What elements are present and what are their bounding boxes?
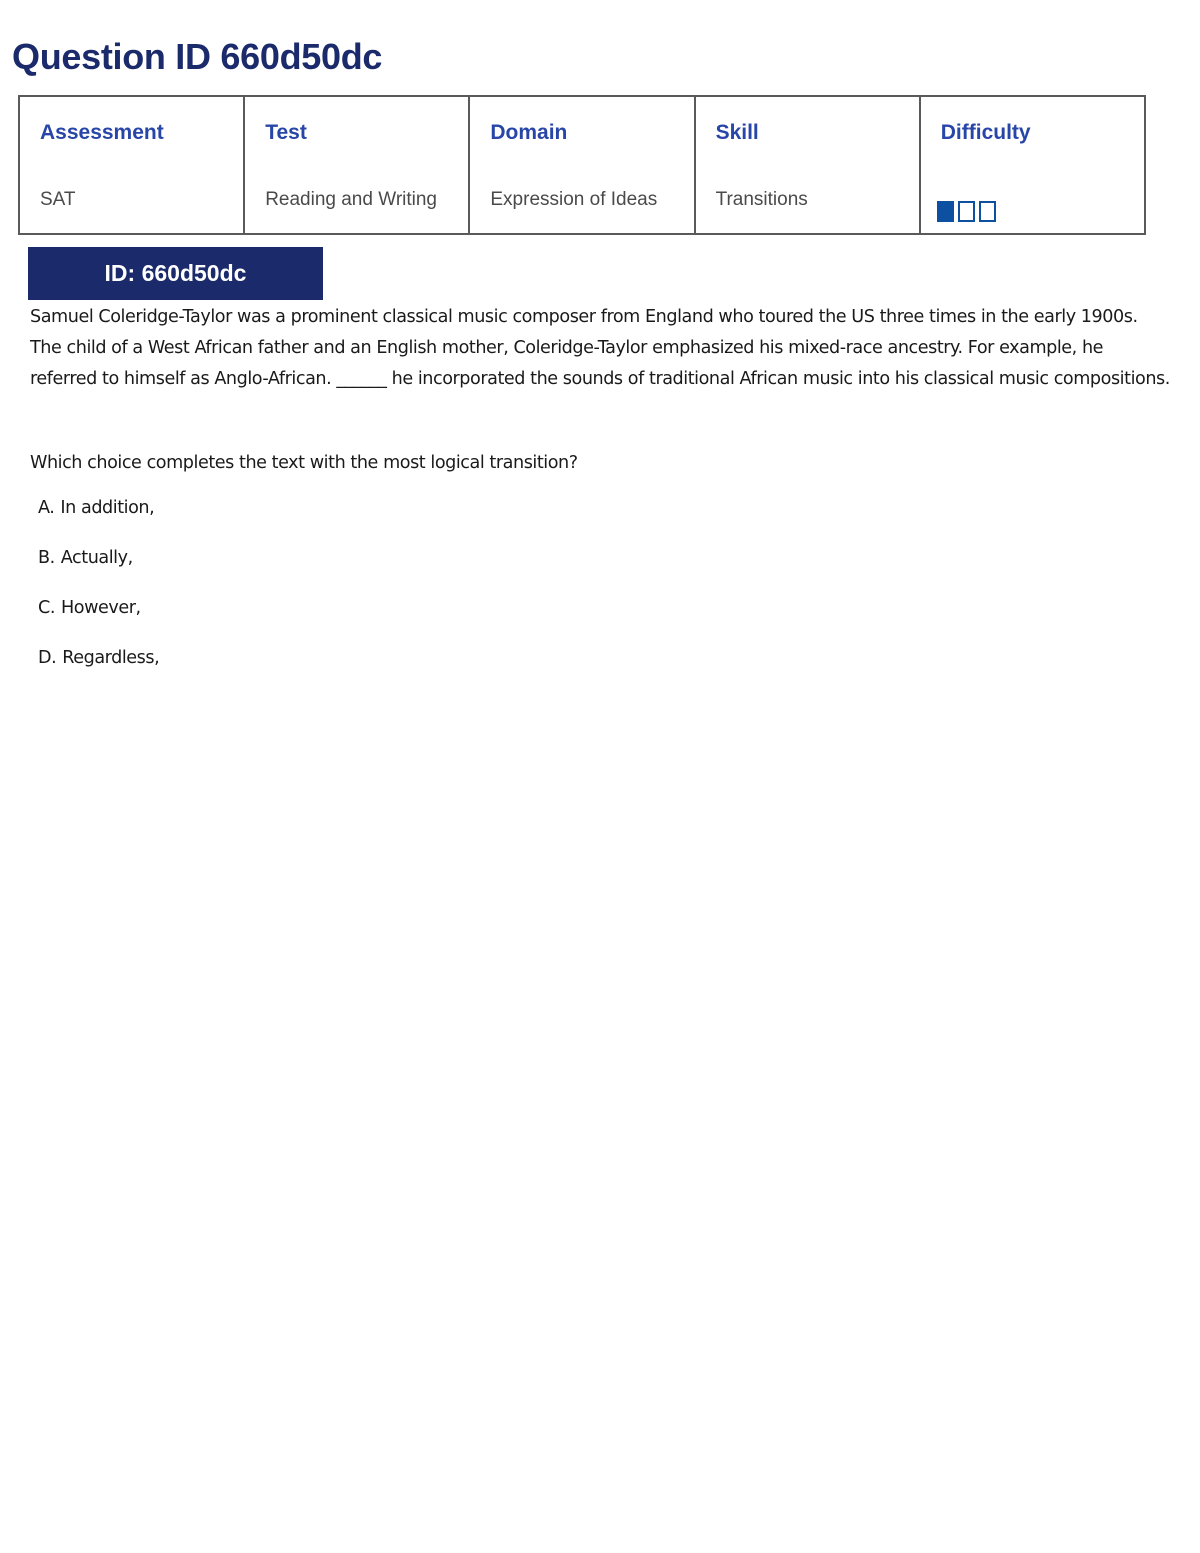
skill-value: Transitions	[715, 189, 808, 210]
choice-text: Actually,	[60, 548, 133, 568]
domain-value: Expression of Ideas	[490, 189, 658, 210]
test-cell	[244, 96, 469, 234]
answer-choice-b[interactable]	[38, 543, 159, 593]
test-value: Reading and Writing	[265, 189, 437, 210]
skill-cell	[695, 96, 920, 234]
domain-cell	[469, 96, 694, 234]
answer-choice-c[interactable]	[38, 593, 159, 643]
assessment-value: SAT	[40, 189, 76, 210]
page-title: Question ID 660d50dc	[12, 36, 383, 77]
answer-choice-d[interactable]	[38, 643, 159, 693]
choice-letter: A.	[38, 498, 55, 518]
choice-text: In addition,	[60, 498, 155, 518]
choice-text: However,	[60, 598, 141, 618]
answer-choices	[38, 493, 159, 693]
skill-label: Skill	[715, 121, 759, 144]
assessment-label: Assessment	[40, 121, 164, 144]
difficulty-box-empty	[979, 201, 996, 222]
assessment-cell	[19, 96, 244, 234]
answer-choice-a[interactable]	[38, 493, 159, 543]
difficulty-indicator	[937, 201, 996, 222]
question-passage: Samuel Coleridge-Taylor was a prominent classical music composer from England who toured the US three times in the early 1900s. The child of a West African father and an English mother, Coleridge-Taylor emphasized his mixed-race ancestry. For example, he referred to himself as Anglo-African. ______ he incorporated the sounds of traditional African music into his classical music compositions.	[30, 307, 1170, 389]
domain-label: Domain	[490, 121, 568, 144]
question-id-banner: ID: 660d50dc	[28, 247, 323, 300]
test-label: Test	[265, 121, 307, 144]
difficulty-label: Difficulty	[940, 121, 1031, 144]
choice-letter: C.	[38, 598, 55, 618]
question-prompt: Which choice completes the text with the most logical transition?	[30, 453, 578, 473]
difficulty-box-filled	[937, 201, 954, 222]
difficulty-cell	[920, 96, 1145, 234]
choice-letter: B.	[38, 548, 55, 568]
difficulty-box-empty	[958, 201, 975, 222]
question-metadata-table	[18, 95, 1146, 235]
choice-text: Regardless,	[62, 648, 160, 668]
choice-letter: D.	[38, 648, 57, 668]
